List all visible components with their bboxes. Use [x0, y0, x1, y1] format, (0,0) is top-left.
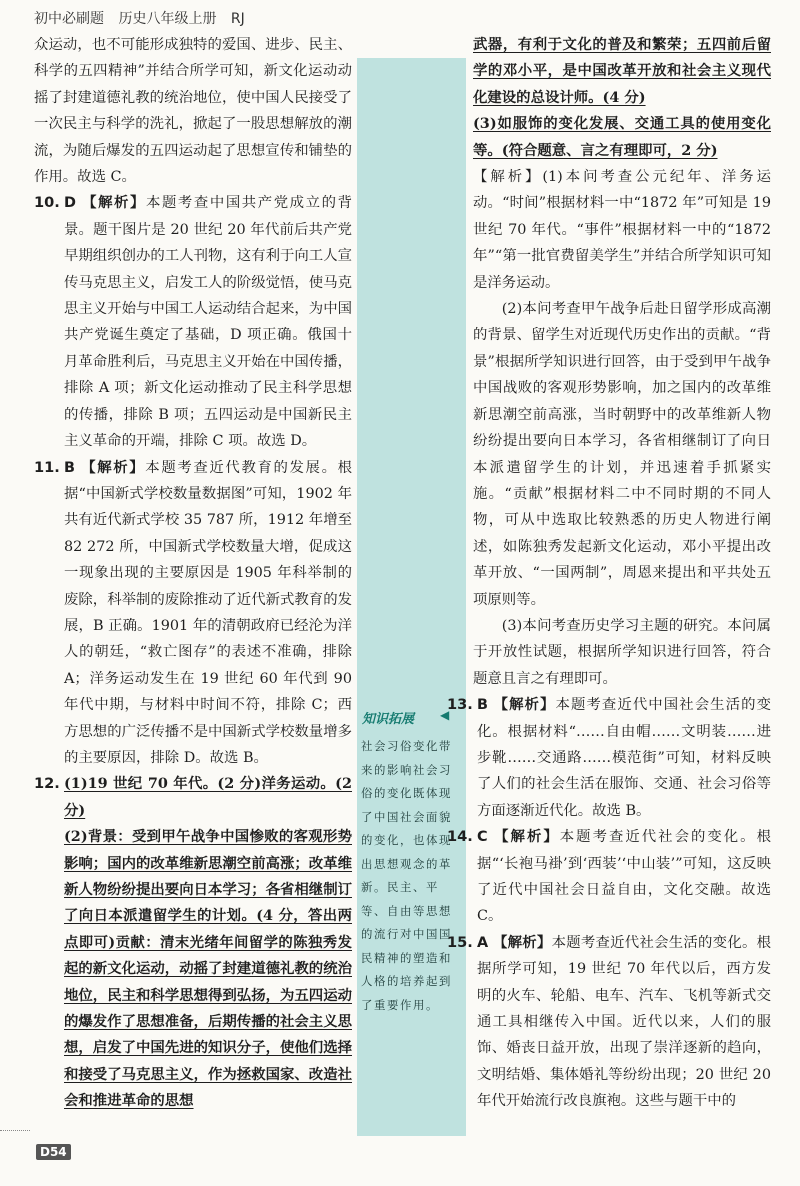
question-14 [447, 824, 771, 930]
q14-text: 本题考查近代社会的变化。根据“‘长袍马褂’到‘西装’‘中山装’”可知，这反映了近代中国社会日益自由，文化交融。故选 C。 [477, 829, 771, 925]
page-divider [0, 1130, 30, 1132]
right-column [447, 32, 771, 1115]
q11-tag: 【解析】 [81, 459, 146, 476]
question-15 [447, 930, 771, 1115]
q12-number: 12. [34, 775, 60, 793]
question-11 [34, 455, 352, 772]
q15-text: 本题考查近代社会生活的变化。根据所学可知，19 世纪 70 年代以后，西方发明的火车、轮船、电车、汽车、飞机等新式交通工具相继传入中国。近代以来，人们的服饰、婚丧日益开放，出现了崇洋逐新的趋向，文明结婚、集体婚礼等纷纷出现；20 世纪 20 年代开始流行改良旗袍。这些与题干中的 [477, 934, 771, 1110]
q12-continuation: 武器，有利于文化的普及和繁荣；五四前后留学的邓小平，是中国改革开放和社会主义现代化建设的总设计师。(4 分) [473, 36, 771, 106]
q11-text: 本题考查近代教育的发展。根据“中国新式学校数量数据图”可知，1902 年共有近代新式学校 35 787 所，1912 年增至 82 272 所，中国新式学校数量大增，促成这一现象出现的主要原因是 1905 年科举制的废除，科举制的废除推动了近代新式教育的发展，B 正确。1901 年的清朝政府已经沦为洋人的朝廷，“救亡图存”的表述不准确，排除 A；洋务运动发生在 19 世纪 60 年代到 90 年代中期，与材料中时间不符，排除 C；西方思想的广泛传播不是中国新式学校数量增多的主要原因，排除 D。故选 B。 [64, 459, 352, 766]
sidebar-note: 社会习俗变化带来的影响社会习俗的变化既体现了中国社会面貌的变化，也体现出思想观念的革新。民主、平等、自由等思想的流行对中国国民精神的塑造和人格的培养起到了重要作用。 [361, 739, 452, 1012]
q10-answer: D [64, 195, 76, 212]
q15-tag: 【解析】 [492, 934, 552, 951]
header-subject: 历史八年级上册 [118, 11, 217, 27]
q10-tag: 【解析】 [82, 195, 146, 212]
page-header [34, 8, 255, 28]
q12-part3: (3)如服饰的变化发展、交通工具的使用变化等。(符合题意、言之有理即可，2 分) [473, 115, 771, 159]
q10-number: 10. [34, 194, 60, 212]
question-13 [447, 692, 771, 824]
q11-answer: B [64, 459, 75, 476]
q12-analysis1: 【解析】(1)本问考查公元纪年、洋务运动。“时间”根据材料一中“1872 年”可知是 19 世纪 70 年代。“事件”根据材料一中的“1872 年”“第一批官费留美学生”并结合所学知识可知是洋务运动。 [473, 169, 771, 291]
q14-tag: 【解析】 [494, 829, 560, 846]
pointer-arrow-icon: ◀ [440, 708, 450, 722]
sidebar-title: 知识拓展 [362, 712, 415, 727]
q13-text: 本题考查近代中国社会生活的变化。根据材料“……自由帽……文明装……进步靴……交通路……模范街”可知，材料反映了人们的社会生活在服饰、交通、社会习俗等方面逐渐近代化。故选 B。 [477, 697, 771, 819]
q15-number: 15. [447, 933, 473, 951]
q14-number: 14. [447, 828, 473, 846]
q9-continuation: 众运动，也不可能形成独特的爱国、进步、民主、科学的五四精神”并结合所学可知，新文化运动动摇了封建道德礼教的统治地位，使中国人民接受了一次民主与科学的洗礼，掀起了一股思想解放的潮流，为随后爆发的五四运动起了思想宣传和铺垫的作用。故选 C。 [34, 37, 352, 186]
question-12 [34, 771, 352, 1114]
page-number: D54 [36, 1144, 71, 1160]
q12-analysis3: (3)本问考查历史学习主题的研究。本问属于开放性试题，根据所学知识进行回答，符合题意且言之有理即可。 [473, 617, 771, 687]
header-edition: RJ [230, 11, 245, 27]
header-book: 初中必刷题 [34, 11, 104, 27]
q11-number: 11. [34, 458, 60, 476]
q14-answer: C [477, 829, 488, 846]
q12-part1: (1)19 世纪 70 年代。(2 分)洋务运动。(2 分) [64, 775, 352, 819]
q10-text: 本题考查中国共产党成立的背景。题干图片是 20 世纪 20 年代前后共产党早期组织创办的工人刊物，这有利于向工人宣传马克思主义，启发工人的阶级觉悟，使马克思主义开始与中国工人运动结合起来，为中国共产党诞生奠定了基础，D 项正确。俄国十月革命胜利后，马克思主义开始在中国传播，排除 A 项；新文化运动推动了民主科学思想的传播，排除 B 项；五四运动是中国新民主主义革命的开端，排除 C 项。故选 D。 [64, 195, 352, 450]
q13-answer: B [477, 697, 488, 714]
left-column [34, 32, 352, 1115]
q13-number: 13. [447, 696, 473, 714]
q13-tag: 【解析】 [493, 697, 556, 714]
q15-answer: A [477, 934, 489, 951]
q12-part2: (2)背景：受到甲午战争中国惨败的客观形势影响；国内的改革维新思潮空前高涨；改革维新人物纷纷提出要向日本学习；各省相继制订了向日本派遣留学生的计划。(4 分，答出两点即可)贡献：清末光绪年间留学的陈独秀发起的新文化运动，动摇了封建道德礼教的统治地位，民主和科学思想得到弘扬，为五四运动的爆发作了思想准备，后期传播的社会主义思想，启发了中国先进的知识分子，使他们选择和接受了马克思主义，作为拯救国家、改造社会和推进革命的思想 [64, 828, 352, 1110]
question-10 [34, 190, 352, 454]
q12-analysis2: (2)本问考查甲午战争后赴日留学形成高潮的背景、留学生对近现代历史作出的贡献。“背景”根据所学知识进行回答，由于受到甲午战争中国战败的客观形势影响，加之国内的改革维新思潮空前高涨，当时朝野中的改革维新人物纷纷提出要向日本学习，各省相继制订了向日本派遣留学生的计划，并迅速着手抓紧实施。“贡献”根据材料二中不同时期的不同人物，可从中选取比较熟悉的历史人物进行阐述，如陈独秀发起新文化运动，邓小平提出改革开放、“一国两制”，周恩来提出和平共处五项原则等。 [473, 301, 771, 608]
